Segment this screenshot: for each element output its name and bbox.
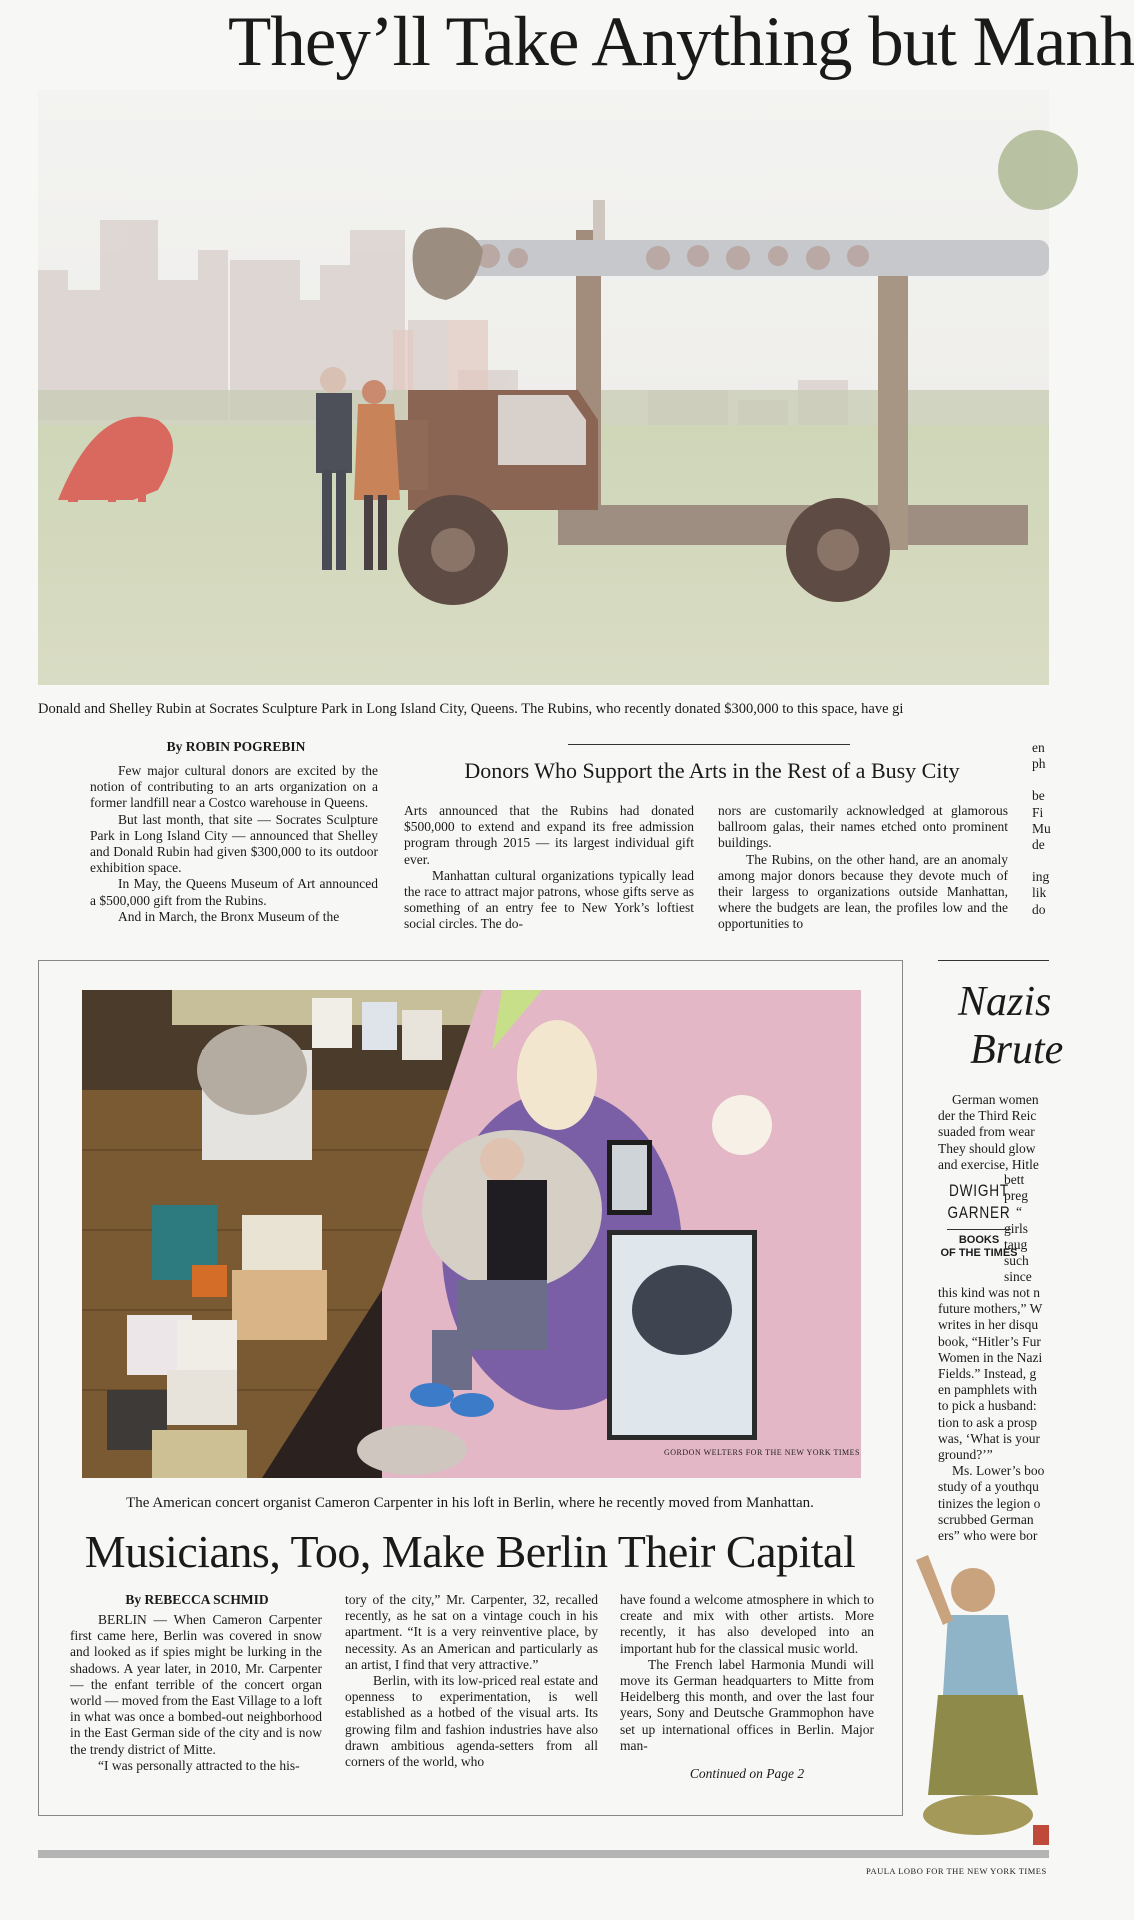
paragraph: The French label Harmonia Mundi will move its German headquarters to Mitte from Heidelberg this month, and over the last four years, Sony and Deutsche Grammophon have set up international offices in Berlin. Major man- bbox=[620, 1656, 874, 1753]
byline-prefix: By bbox=[166, 739, 183, 754]
hero-photo-rubins[interactable] bbox=[38, 90, 1049, 685]
columnist-name bbox=[946, 1180, 1012, 1224]
text-fragment: ing bbox=[1032, 869, 1050, 885]
paragraph: Manhattan cultural organizations typically lead the race to attract major patrons, whose gifts serve as something of an entry fee to New York’s loftiest social circles. The do- bbox=[404, 867, 694, 932]
paragraph: “I was personally attracted to the his- bbox=[98, 1757, 300, 1773]
text-line: bett bbox=[1004, 1172, 1025, 1187]
byline-prefix: By bbox=[125, 1592, 142, 1607]
continued-link[interactable]: Continued on Page 2 bbox=[689, 1766, 805, 1781]
photo-credit: GORDON WELTERS FOR THE NEW YORK TIMES bbox=[664, 1448, 860, 1457]
donors-column-4-cutoff bbox=[1032, 740, 1072, 918]
column-rule bbox=[938, 960, 1049, 961]
musicians-headline[interactable]: Musicians, Too, Make Berlin Their Capital bbox=[84, 1526, 856, 1577]
headline-line: Brute bbox=[970, 1027, 1064, 1073]
text-line: Fields.” Instead, g bbox=[938, 1366, 1037, 1382]
text-line: writes in her disqu bbox=[938, 1317, 1039, 1333]
nazis-text-top bbox=[938, 1092, 1088, 1173]
section-label-line: BOOKS bbox=[958, 1234, 1000, 1246]
text-line: scrubbed German bbox=[938, 1511, 1034, 1527]
text-line: ground?’” bbox=[938, 1447, 993, 1463]
section-label bbox=[938, 1234, 1020, 1260]
text-line: study of a youthqu bbox=[938, 1479, 1039, 1495]
text-line: since bbox=[1004, 1269, 1032, 1285]
text-fragment: be bbox=[1032, 788, 1045, 804]
text-fragment bbox=[1032, 853, 1072, 869]
text-fragment: lik bbox=[1032, 885, 1047, 901]
byline-name: REBECCA SCHMID bbox=[144, 1592, 269, 1607]
text-line: German women bbox=[952, 1092, 1039, 1107]
text-line: to pick a husband: bbox=[938, 1398, 1037, 1414]
section-label-line: OF THE TIMES bbox=[940, 1247, 1018, 1259]
text-line: Ms. Lower’s boo bbox=[952, 1463, 1045, 1479]
headline-line: Nazis bbox=[958, 979, 1052, 1025]
text-line: such bbox=[1004, 1253, 1029, 1269]
nazis-text-bottom bbox=[938, 1285, 1088, 1550]
music-photo-caption: The American concert organist Cameron Carpenter in his loft in Berlin, where he recently moved from Manhattan. bbox=[126, 1495, 814, 1511]
donors-column-1 bbox=[90, 763, 378, 925]
paragraph: BERLIN — When Cameron Carpenter first came here, Berlin was covered in snow and looked as if spies might be lurking in the shadows. A year later, in 2010, Mr. Carpenter — the enfant terrible of the concert organ world — moved from the East Village to a loft in what was once a bombed-out neighborhood in the East German side of the city and is now the trendy district of Mitte. bbox=[70, 1612, 323, 1757]
paragraph: Berlin, with its low-priced real estate and openness to experimentation, is well established as a hotbed of the visual arts. Its growing film and fashion industries have also drawn ambitious agenda-setters from all corners of the world, who bbox=[345, 1673, 598, 1770]
musicians-column-3 bbox=[620, 1592, 874, 1754]
columnist-name-line: GARNER bbox=[947, 1203, 1011, 1222]
paragraph: In May, the Queens Museum of Art announced a $500,000 gift from the Rubins. bbox=[90, 876, 378, 908]
bottom-rule-bar bbox=[38, 1850, 1049, 1858]
text-fragment: Mu bbox=[1032, 820, 1051, 836]
main-headline[interactable]: They’ll Take Anything but Manh bbox=[228, 3, 1134, 81]
text-line: this kind was not n bbox=[938, 1285, 1041, 1300]
columnist-name-line: DWIGHT bbox=[949, 1181, 1009, 1200]
text-fragment: Fi bbox=[1032, 804, 1044, 820]
subhead-rule bbox=[568, 744, 850, 745]
paragraph: have found a welcome atmosphere in which to create and mix with other artists. More recently, it has also developed into an important hub for the classical music world. bbox=[620, 1592, 874, 1656]
text-line: en pamphlets with bbox=[938, 1382, 1037, 1398]
paragraph: But last month, that site — Socrates Sculpture Park in Long Island City — announced that Shelley and Donald Rubin had given $300,000 to its outdoor exhibition space. bbox=[90, 811, 378, 876]
dancer-photo[interactable] bbox=[908, 1545, 1049, 1850]
paragraph: nors are customarily acknowledged at glamorous ballroom galas, their names etched onto prominent buildings. bbox=[718, 803, 1008, 851]
text-line: preg bbox=[1004, 1188, 1028, 1204]
byline-pogrebin[interactable] bbox=[96, 739, 376, 755]
text-line: suaded from wear bbox=[938, 1124, 1035, 1140]
text-line: der the Third Reic bbox=[938, 1108, 1037, 1124]
text-fragment: ph bbox=[1032, 756, 1046, 772]
byline-name: ROBIN POGREBIN bbox=[185, 739, 306, 754]
text-line: tinizes the legion o bbox=[938, 1495, 1041, 1511]
hero-caption: Donald and Shelley Rubin at Socrates Sculpture Park in Long Island City, Queens. The Rubins, who recently donated $300,000 to this space, have gi bbox=[38, 701, 904, 717]
donors-column-3 bbox=[718, 803, 1008, 933]
text-fragment: do bbox=[1032, 901, 1046, 917]
text-line: girls bbox=[1004, 1220, 1029, 1236]
nazis-headline[interactable] bbox=[938, 978, 1068, 1074]
columnist-rule bbox=[947, 1229, 1011, 1230]
text-fragment bbox=[1032, 772, 1072, 788]
text-line: tion to ask a prosp bbox=[938, 1414, 1037, 1430]
paragraph: Few major cultural donors are excited by the notion of contributing to an arts organization on a former landfill near a Costco warehouse in Queens. bbox=[90, 763, 378, 811]
paragraph: Arts announced that the Rubins had donated $500,000 to extend and expand its free admission program through 2015 — its largest individual gift ever. bbox=[404, 803, 694, 867]
paragraph: tory of the city,” Mr. Carpenter, 32, recalled recently, as he sat on a vintage couch in his apartment. “It is a very reinventive place, by necessity. As an American and particularly as an artist, I find that very attractive.” bbox=[345, 1592, 598, 1672]
paragraph: And in March, the Bronx Museum of the bbox=[118, 908, 340, 924]
text-line: ers” who were bor bbox=[938, 1528, 1038, 1544]
text-fragment: de bbox=[1032, 837, 1045, 853]
text-line: was, ‘What is your bbox=[938, 1430, 1040, 1446]
musicians-column-2 bbox=[345, 1592, 598, 1770]
text-line: book, “Hitler’s Fur bbox=[938, 1333, 1041, 1349]
text-line: future mothers,” W bbox=[938, 1301, 1043, 1317]
photo-credit-bottom: PAULA LOBO FOR THE NEW YORK TIMES bbox=[866, 1866, 1047, 1876]
columnist-block[interactable] bbox=[938, 1180, 1020, 1260]
carpenter-loft-photo[interactable] bbox=[82, 990, 861, 1478]
donors-subhead[interactable]: Donors Who Support the Arts in the Rest of a Busy City bbox=[464, 758, 960, 783]
musicians-column-1 bbox=[70, 1612, 322, 1774]
text-line: and exercise, Hitle bbox=[938, 1156, 1039, 1172]
text-fragment: en bbox=[1032, 740, 1045, 755]
text-line: They should glow bbox=[938, 1140, 1036, 1156]
paragraph: The Rubins, on the other hand, are an anomaly among major donors because they devote much of their largess to organizations outside Manhattan, where the budgets are lean, the profiles low and the opportunities to bbox=[718, 851, 1008, 932]
text-line: “ bbox=[1016, 1204, 1022, 1220]
byline-schmid[interactable] bbox=[74, 1592, 320, 1608]
text-line: taug bbox=[1004, 1236, 1028, 1252]
text-line: Women in the Nazi bbox=[938, 1349, 1043, 1365]
donors-column-2 bbox=[404, 803, 694, 933]
